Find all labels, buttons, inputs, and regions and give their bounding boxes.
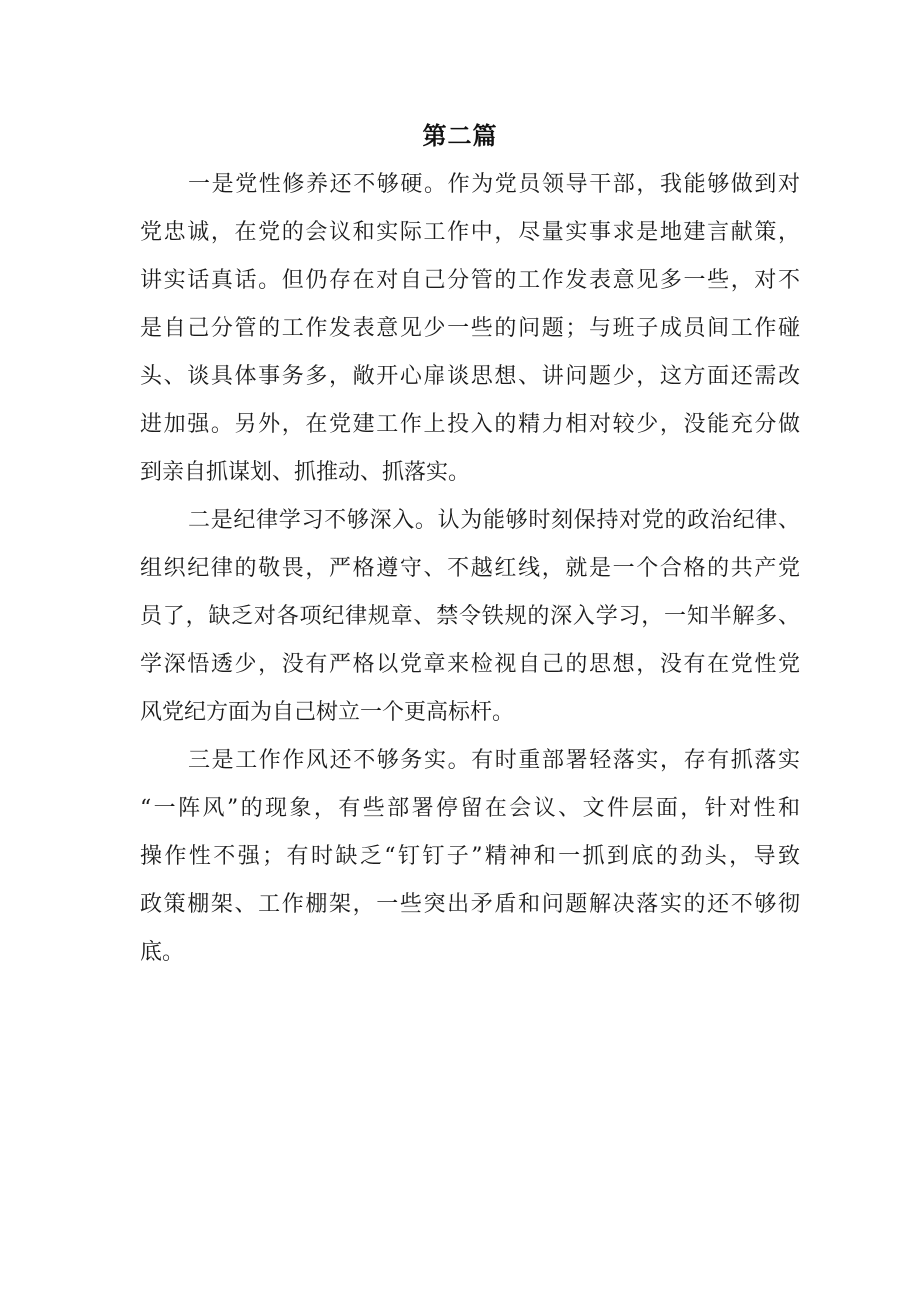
paragraph-1-line-5: 头、谈具体事务多，敞开心扉谈思想、讲问题少，这方面还需改 (140, 364, 800, 389)
document-title: 第二篇 (422, 122, 498, 150)
paragraph-2-line-2: 组织纪律的敬畏，严格遵守、不越红线，就是一个合格的共产党 (140, 556, 800, 581)
paragraph-1-line-6: 进加强。另外，在党建工作上投入的精力相对较少，没能充分做 (140, 412, 800, 437)
paragraph-3-line-3: 操作性不强；有时缺乏“钉钉子”精神和一抓到底的劲头，导致 (140, 844, 800, 869)
paragraph-2-line-4: 学深悟透少，没有严格以党章来检视自己的思想，没有在党性党 (140, 652, 800, 677)
paragraph-1-line-7: 到亲自抓谋划、抓推动、抓落实。 (140, 460, 471, 485)
paragraph-2-line-3: 员了，缺乏对各项纪律规章、禁令铁规的深入学习，一知半解多、 (140, 604, 800, 629)
paragraph-3-line-5: 底。 (140, 940, 185, 965)
paragraph-2-line-1: 二是纪律学习不够深入。认为能够时刻保持对党的政治纪律、 (188, 508, 800, 533)
paragraph-3-line-2: “一阵风”的现象，有些部署停留在会议、文件层面，针对性和 (140, 796, 800, 821)
paragraph-1-line-3: 讲实话真话。但仍存在对自己分管的工作发表意见多一些，对不 (140, 268, 800, 293)
paragraph-1-line-1: 一是党性修养还不够硬。作为党员领导干部，我能够做到对 (188, 172, 800, 197)
paragraph-2-line-5: 风党纪方面为自己树立一个更高标杆。 (140, 700, 515, 725)
paragraph-3-line-4: 政策棚架、工作棚架，一些突出矛盾和问题解决落实的还不够彻 (140, 892, 800, 917)
paragraph-3-line-1: 三是工作作风还不够务实。有时重部署轻落实，存有抓落实 (188, 748, 800, 773)
paragraph-1-line-4: 是自己分管的工作发表意见少一些的问题；与班子成员间工作碰 (140, 316, 800, 341)
paragraph-1-line-2: 党忠诚，在党的会议和实际工作中，尽量实事求是地建言献策， (140, 220, 800, 245)
